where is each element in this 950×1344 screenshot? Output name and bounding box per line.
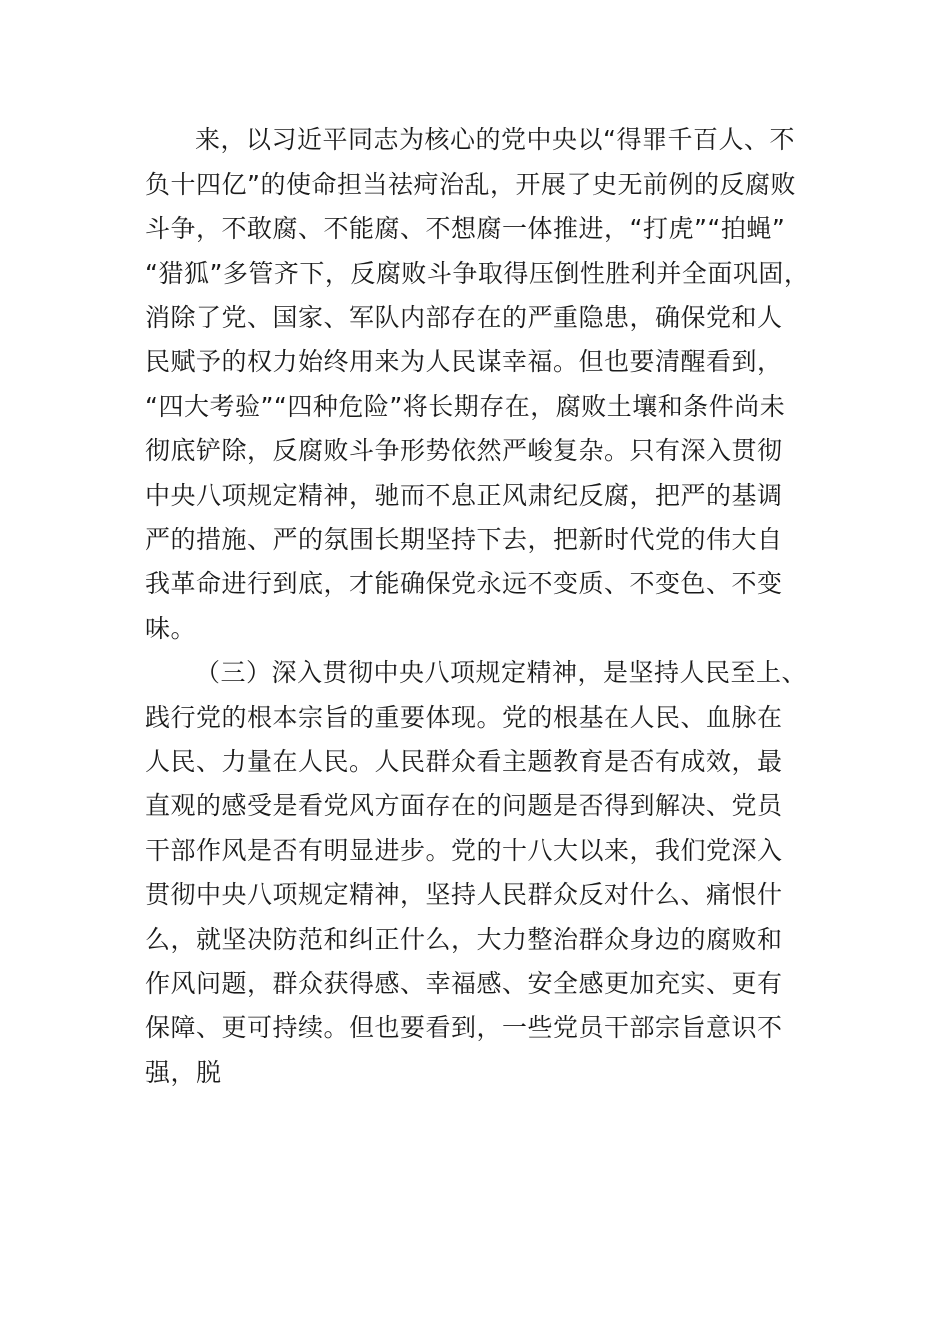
- text-line-11: 我革命进行到底，才能确保党永远不变质、不变色、不变: [145, 569, 783, 598]
- text-line-22: 强，脱: [145, 1058, 222, 1087]
- text-line-9: 中央八项规定精神，驰而不息正风肃纪反腐，把严的基调: [145, 481, 783, 510]
- text-line-17: 干部作风是否有明显进步。党的十八大以来，我们党深入: [145, 836, 783, 865]
- text-line-5: 消除了党、国家、军队内部存在的严重隐患，确保党和人: [145, 303, 783, 332]
- text-line-16: 直观的感受是看党风方面存在的问题是否得到解决、党员: [145, 791, 783, 820]
- text-line-4: “猎狐”多管齐下，反腐败斗争取得压倒性胜利并全面巩固，: [145, 259, 810, 288]
- text-line-8: 彻底铲除，反腐败斗争形势依然严峻复杂。只有深入贯彻: [145, 436, 783, 465]
- text-line-21: 保障、更可持续。但也要看到，一些党员干部宗旨意识不: [145, 1013, 783, 1042]
- text-line-14: 践行党的根本宗旨的重要体现。党的根基在人民、血脉在: [145, 703, 783, 732]
- text-line-7: “四大考验”“四种危险”将长期存在，腐败土壤和条件尚未: [145, 392, 786, 421]
- text-line-12: 味。: [145, 614, 197, 643]
- text-line-13: （三）深入贯彻中央八项规定精神，是坚持人民至上、: [195, 658, 808, 687]
- text-line-19: 么，就坚决防范和纠正什么，大力整治群众身边的腐败和: [145, 925, 783, 954]
- text-line-15: 人民、力量在人民。人民群众看主题教育是否有成效，最: [145, 747, 783, 776]
- text-line-10: 严的措施、严的氛围长期坚持下去，把新时代党的伟大自: [145, 525, 783, 554]
- text-line-20: 作风问题，群众获得感、幸福感、安全感更加充实、更有: [145, 969, 783, 998]
- text-line-6: 民赋予的权力始终用来为人民谋幸福。但也要清醒看到，: [145, 347, 783, 376]
- text-line-3: 斗争，不敢腐、不能腐、不想腐一体推进，“打虎”“拍蝇”: [145, 214, 786, 243]
- text-line-2: 负十四亿”的使命担当祛疴治乱，开展了史无前例的反腐败: [145, 170, 796, 199]
- text-line-18: 贯彻中央八项规定精神，坚持人民群众反对什么、痛恨什: [145, 880, 783, 909]
- text-line-1: 来，以习近平同志为核心的党中央以“得罪千百人、不: [195, 125, 795, 154]
